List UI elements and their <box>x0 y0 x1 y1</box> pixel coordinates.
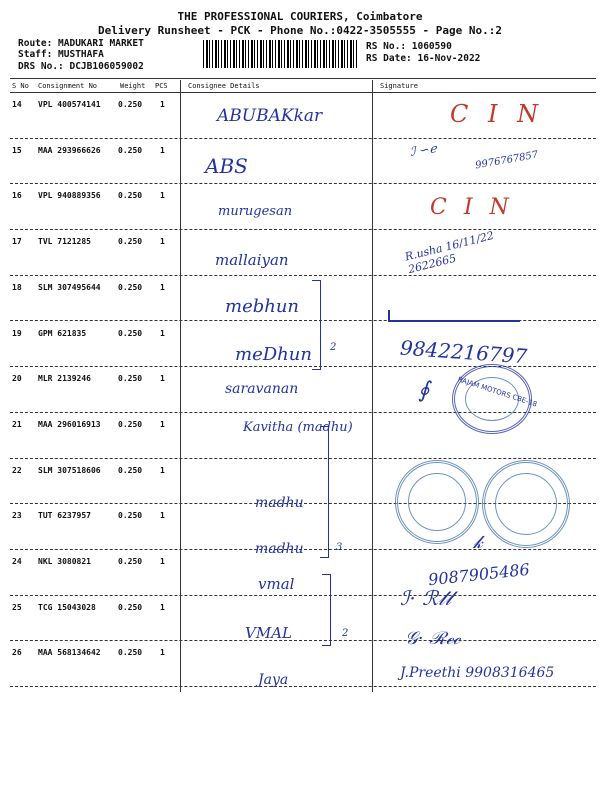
document-subtitle: Delivery Runsheet - PCK - Phone No.:0422-3505555 - Page No.:2 <box>98 24 502 37</box>
signature-scribble: ∮ <box>418 378 430 403</box>
pcs-cell: 1 <box>160 100 165 109</box>
weight-cell: 0.250 <box>118 465 143 475</box>
signature-cin: C I N <box>430 195 514 220</box>
sno-cell: 20 <box>12 374 22 384</box>
consignee-handwriting: mallaiyan <box>215 251 289 269</box>
group-bracket <box>322 574 331 646</box>
stamp-text: RAJAM MOTORS CBE-18 <box>456 375 538 409</box>
group-bracket <box>320 426 329 558</box>
sno-cell: 21 <box>12 419 22 429</box>
barcode <box>203 40 359 68</box>
row-divider <box>10 640 596 641</box>
row-divider <box>10 686 596 687</box>
weight-cell: 0.250 <box>118 191 143 201</box>
pcs-cell: 1 <box>160 648 165 658</box>
weight-cell: 0.250 <box>118 100 143 109</box>
pcs-cell: 1 <box>160 602 165 612</box>
consignee-handwriting: VMAL <box>245 624 292 642</box>
route-label: Route: MADUKARI MARKET <box>18 38 144 49</box>
consignee-handwriting: ABS <box>205 154 248 178</box>
consignee-handwriting: madhu <box>255 495 304 511</box>
row-divider <box>10 183 596 184</box>
col-header-consignee: Consignee Details <box>188 82 260 90</box>
signature-cin: C I N <box>450 100 545 128</box>
round-seal <box>395 460 479 544</box>
sno-cell: 24 <box>12 557 22 566</box>
sno-cell: 23 <box>12 511 22 521</box>
weight-cell: 0.250 <box>118 282 143 292</box>
consignee-handwriting: Jaya <box>258 672 289 688</box>
row-divider <box>10 458 596 459</box>
group-count: 2 <box>330 342 337 353</box>
col-header-sno: S No <box>12 82 29 90</box>
sno-cell: 25 <box>12 602 22 612</box>
pcs-cell: 1 <box>160 328 165 338</box>
sno-cell: 16 <box>12 191 22 201</box>
document-title: THE PROFESSIONAL COURIERS, Coimbatore <box>177 10 423 23</box>
sno-cell: 22 <box>12 465 22 475</box>
signature-phone: 9976767857 <box>474 149 540 172</box>
pcs-cell: 1 <box>160 145 165 155</box>
staff-label: Staff: MUSTHAFA <box>18 49 104 60</box>
rs-date: RS Date: 16-Nov-2022 <box>366 53 481 64</box>
pcs-cell: 1 <box>160 419 165 429</box>
row-divider <box>10 138 596 139</box>
signature-scribble: 𝓀 <box>473 532 483 553</box>
consignee-handwriting: murugesan <box>218 204 293 219</box>
weight-cell: 0.250 <box>118 145 143 155</box>
weight-cell: 0.250 <box>118 328 143 338</box>
table-row <box>0 597 600 645</box>
consignee-handwriting: ABUBAKkar <box>217 106 323 126</box>
consignment-cell: SLM 307495644 <box>38 282 101 292</box>
consignment-cell: TUT 6237957 <box>38 511 91 521</box>
consignment-cell: VPL 400574141 <box>38 100 101 109</box>
pcs-cell: 1 <box>160 465 165 475</box>
signature-phone: 9842216797 <box>399 335 528 369</box>
consignee-handwriting: vmal <box>258 575 295 593</box>
consignment-cell: MAA 293966626 <box>38 145 101 155</box>
consignee-handwriting: Kavitha (madhu) <box>243 420 353 435</box>
weight-cell: 0.250 <box>118 237 143 247</box>
sno-cell: 18 <box>12 282 22 292</box>
consignment-cell: TVL 7121285 <box>38 237 91 247</box>
pcs-cell: 1 <box>160 511 165 521</box>
pcs-cell: 1 <box>160 557 165 566</box>
consignment-cell: MLR 2139246 <box>38 374 91 384</box>
consignment-cell: MAA 568134642 <box>38 648 101 658</box>
consignment-cell: VPL 940889356 <box>38 191 101 201</box>
row-divider <box>10 595 596 596</box>
table-header-border <box>10 92 596 93</box>
weight-cell: 0.250 <box>118 374 143 384</box>
weight-cell: 0.250 <box>118 557 143 566</box>
pcs-cell: 1 <box>160 282 165 292</box>
signature-scribble: 𝒢· ℛℯ𝒸 <box>405 628 461 649</box>
group-bracket <box>312 280 321 370</box>
sno-cell: 26 <box>12 648 22 658</box>
signature-scribble <box>388 310 520 322</box>
table-top-border <box>10 78 596 79</box>
sno-cell: 15 <box>12 145 22 155</box>
weight-cell: 0.250 <box>118 511 143 521</box>
consignee-handwriting: meDhun <box>235 344 312 365</box>
consignment-cell: MAA 296016913 <box>38 419 101 429</box>
consignee-handwriting: saravanan <box>225 381 299 397</box>
consignee-handwriting: madhu <box>255 541 304 557</box>
drs-number: DRS No.: DCJB106059002 <box>18 61 144 72</box>
signature-receiver: J.Preethi 9908316465 <box>400 665 555 681</box>
sno-cell: 17 <box>12 237 22 247</box>
weight-cell: 0.250 <box>118 419 143 429</box>
group-count: 2 <box>342 628 349 639</box>
col-header-consignment: Consignment No <box>38 82 98 90</box>
consignment-cell: NKL 3080821 <box>38 557 91 566</box>
row-divider <box>10 275 596 276</box>
consignee-handwriting: mebhun <box>225 296 300 317</box>
pcs-cell: 1 <box>160 237 165 247</box>
col-header-signature: Signature <box>380 82 418 90</box>
consignment-cell: TCG 15043028 <box>38 602 96 612</box>
signature-receiver: R.usha 16/11/22 2622665 <box>403 228 496 277</box>
col-header-pcs: PCS <box>155 82 168 90</box>
group-count: 3 <box>336 542 343 553</box>
pcs-cell: 1 <box>160 191 165 201</box>
signature-scribble: ℐ ∽ℯ <box>409 141 438 159</box>
weight-cell: 0.250 <box>118 602 143 612</box>
col-header-weight: Weight <box>120 82 146 90</box>
consignment-cell: SLM 307518606 <box>38 465 101 475</box>
consignment-cell: GPM 621835 <box>38 328 87 338</box>
sno-cell: 19 <box>12 328 22 338</box>
round-seal <box>482 460 570 548</box>
pcs-cell: 1 <box>160 374 165 384</box>
sno-cell: 14 <box>12 100 22 109</box>
signature-phone: 9087905486 <box>427 559 531 590</box>
signature-scribble: ℐ· ℛ𝓁𝓁 <box>400 586 452 610</box>
weight-cell: 0.250 <box>118 648 143 658</box>
rs-number: RS No.: 1060590 <box>366 41 452 52</box>
